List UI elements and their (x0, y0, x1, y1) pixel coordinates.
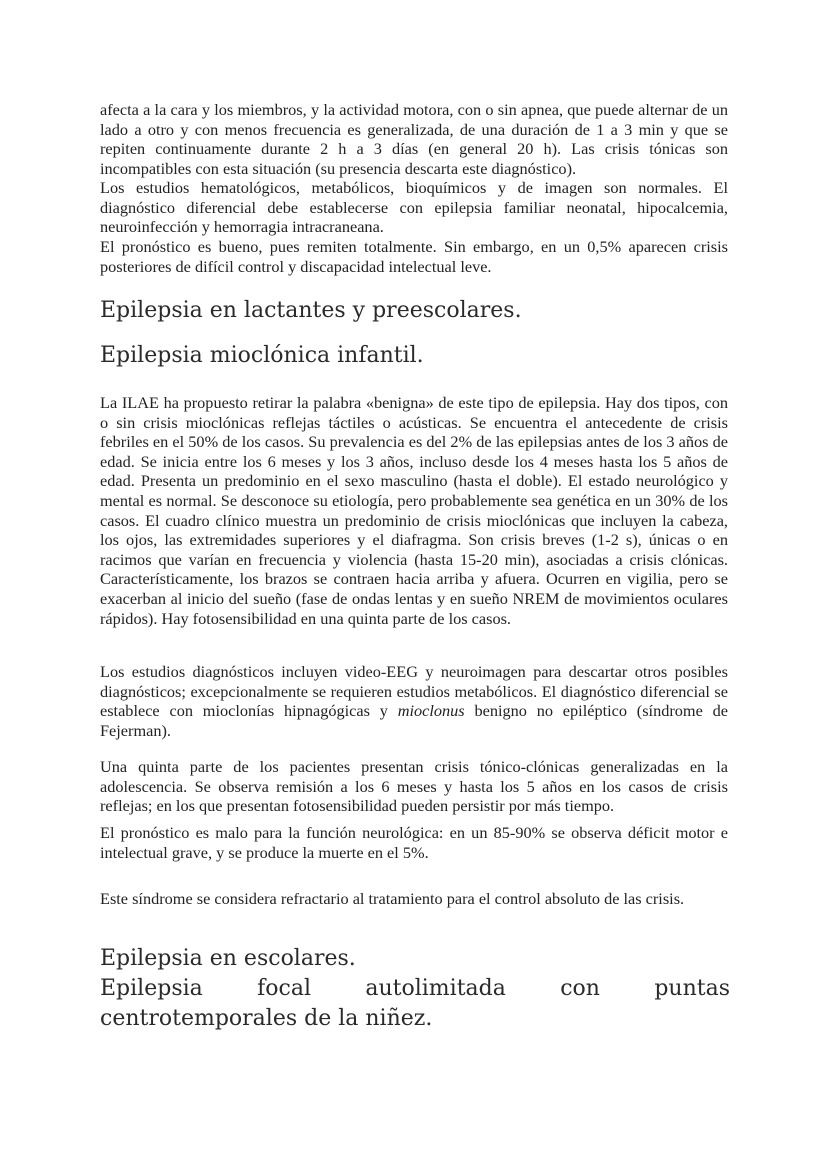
paragraph (100, 662, 728, 740)
paragraph: Los estudios hematológicos, metabólicos, bioquímicos y de imagen son normales. El diagnóstico diferencial debe establecerse con epilepsia familiar neonatal, hipocalcemia, neuroinfección y hemorragia intracraneana. (100, 178, 728, 237)
paragraph: afecta a la cara y los miembros, y la actividad motora, con o sin apnea, que puede alternar de un lado a otro y con menos frecuencia es generalizada, de una duración de 1 a 3 min y que se repiten continuamente durante 2 h a 3 días (en general 20 h). Las crisis tónicas son incompatibles con esta situación (su presencia descarta este diagnóstico). (100, 100, 728, 178)
section-heading: Epilepsia focal autolimitada con puntas centrotemporales de la niñez. (100, 976, 730, 1031)
paragraph: La ILAE ha propuesto retirar la palabra «benigna» de este tipo de epilepsia. Hay dos tipos, con o sin crisis mioclónicas reflejas táctiles o acústicas. Se encuentra el antecedente de crisis febriles en el 50% de los casos. Su prevalencia es del 2% de las epilepsias antes de los 3 años de edad. Se inicia entre los 6 meses y los 3 años, incluso desde los 4 meses hasta los 5 años de edad. Presenta un predominio en el sexo masculino (hasta el doble). El estado neurológico y mental es normal. Se desconoce su etiología, pero probablemente sea genética en un 30% de los casos. El cuadro clínico muestra un predominio de crisis mioclónicas que incluyen la cabeza, los ojos, las extremidades superiores y el diafragma. Son crisis breves (1-2 s), únicas o en racimos que varían en frecuencia y violencia (hasta 15-20 min), asociadas a crisis clónicas. Característicamente, los brazos se contraen hacia arriba y afuera. Ocurren en vigilia, pero se exacerban al inicio del sueño (fase de ondas lentas y en sueño NREM de movimientos oculares rápidos). Hay fotosensibilidad en una quinta parte de los casos. (100, 393, 728, 628)
italic-term: mioclonus (397, 701, 465, 721)
section-heading: Epilepsia en escolares. (100, 946, 356, 971)
text-run: Los estudios diagnósticos incluyen video-EEG y neuroimagen para descartar otros posibles diagnósticos; excepcionalmente se requieren estudios metabólicos. El diagnóstico diferencial se establece con mioclonías hipnagógicas y (100, 662, 728, 721)
paragraph: Este síndrome se considera refractario al tratamiento para el control absoluto de las crisis. (100, 889, 685, 908)
text-run: benigno no epiléptico (síndrome de Fejerman). (100, 701, 728, 740)
paragraph: El pronóstico es bueno, pues remiten totalmente. Sin embargo, en un 0,5% aparecen crisis posteriores de difícil control y discapacidad intelectual leve. (100, 237, 728, 276)
paragraph: El pronóstico es malo para la función neurológica: en un 85-90% se observa déficit motor e intelectual grave, y se produce la muerte en el 5%. (100, 823, 728, 862)
paragraph: Una quinta parte de los pacientes presentan crisis tónico-clónicas generalizadas en la adolescencia. Se observa remisión a los 6 meses y hasta los 5 años en los casos de crisis reflejas; en los que presentan fotosensibilidad pueden persistir por más tiempo. (100, 757, 728, 816)
section-heading: Epilepsia en lactantes y preescolares. (100, 298, 522, 323)
section-heading: Epilepsia mioclónica infantil. (100, 343, 424, 368)
